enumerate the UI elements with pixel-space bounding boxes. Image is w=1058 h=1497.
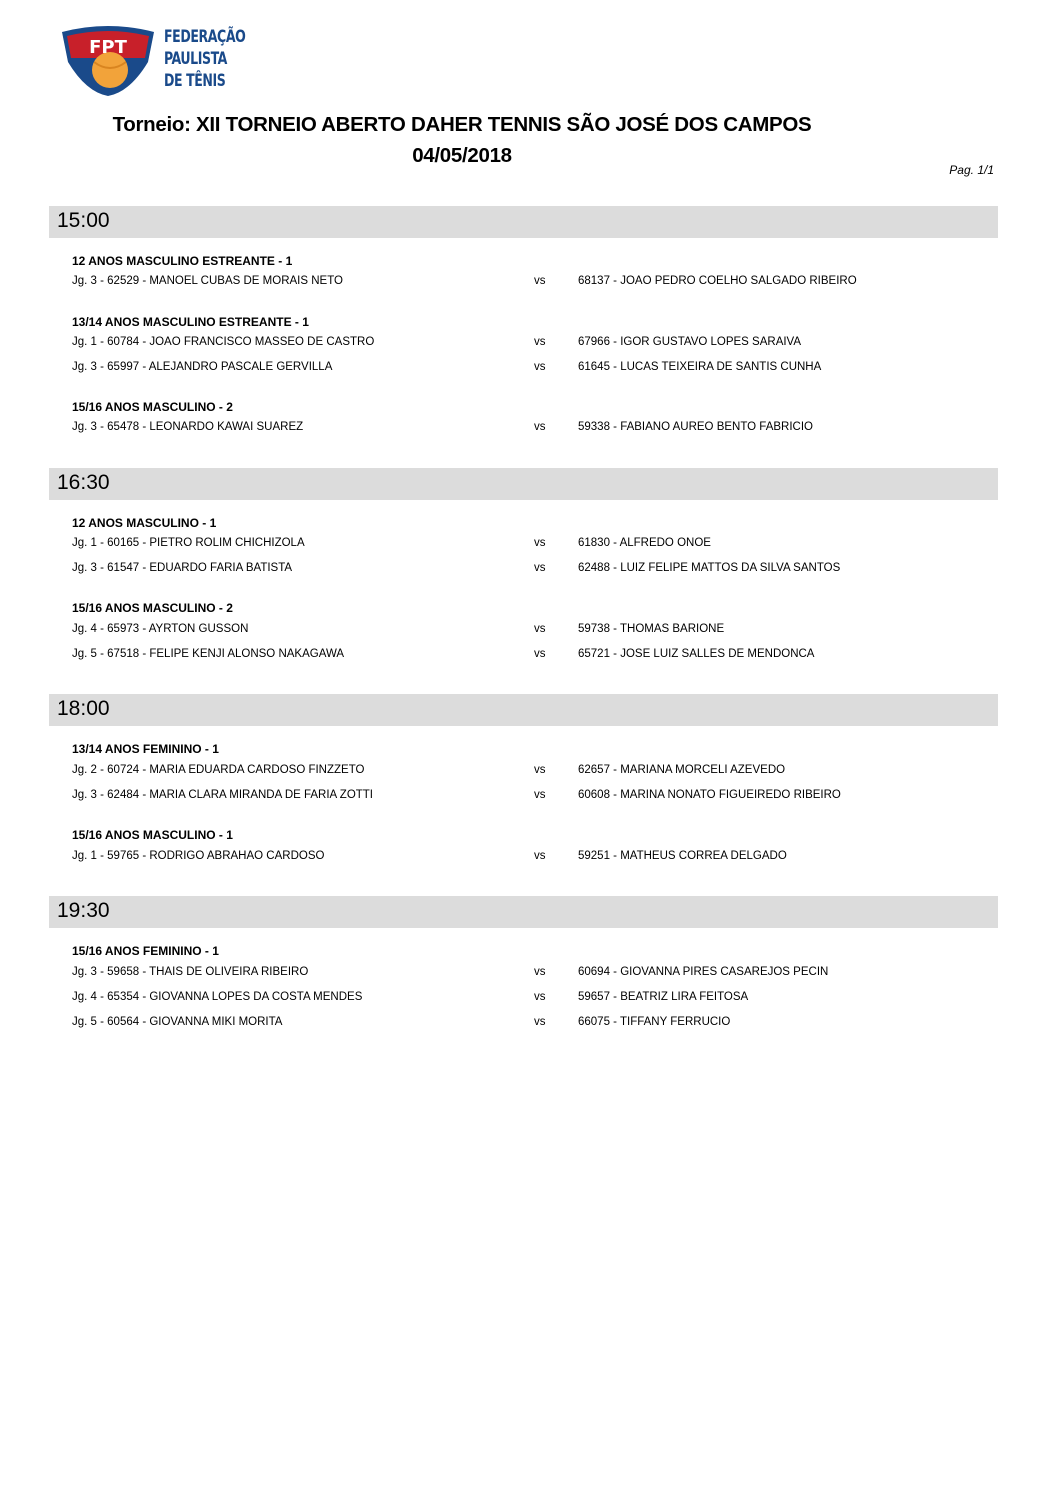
match-player-left: Jg. 1 - 59765 - RODRIGO ABRAHAO CARDOSO bbox=[72, 850, 325, 862]
logo-text bbox=[164, 26, 245, 92]
category-title: 15/16 ANOS FEMININO - 1 bbox=[72, 944, 219, 958]
category-title: 13/14 ANOS MASCULINO ESTREANTE - 1 bbox=[72, 315, 309, 329]
match-player-left: Jg. 4 - 65354 - GIOVANNA LOPES DA COSTA MENDES bbox=[72, 991, 363, 1003]
time-slot-label: 19:30 bbox=[57, 899, 110, 922]
fpt-shield-icon bbox=[58, 22, 158, 96]
match-player-right: 59251 - MATHEUS CORREA DELGADO bbox=[578, 850, 787, 862]
match-player-left: Jg. 3 - 61547 - EDUARDO FARIA BATISTA bbox=[72, 562, 293, 574]
match-player-right: 68137 - JOAO PEDRO COELHO SALGADO RIBEIRO bbox=[578, 275, 857, 287]
category-title: 15/16 ANOS MASCULINO - 2 bbox=[72, 400, 233, 414]
match-player-left: Jg. 1 - 60784 - JOAO FRANCISCO MASSEO DE CASTRO bbox=[72, 336, 375, 348]
category-title: 15/16 ANOS MASCULINO - 2 bbox=[72, 601, 233, 615]
fpt-logo bbox=[58, 22, 258, 96]
time-slot-bar bbox=[49, 694, 998, 726]
match-vs: vs bbox=[534, 648, 546, 660]
match-vs: vs bbox=[534, 421, 546, 433]
match-player-left: Jg. 3 - 62529 - MANOEL CUBAS DE MORAIS NETO bbox=[72, 275, 343, 287]
logo-line-2: PAULISTA bbox=[164, 49, 227, 69]
match-vs: vs bbox=[534, 562, 546, 574]
match-player-right: 60608 - MARINA NONATO FIGUEIREDO RIBEIRO bbox=[578, 789, 841, 801]
match-vs: vs bbox=[534, 1016, 546, 1028]
time-slot-bar bbox=[49, 206, 998, 238]
category-title: 12 ANOS MASCULINO - 1 bbox=[72, 516, 217, 530]
match-player-right: 59738 - THOMAS BARIONE bbox=[578, 623, 725, 635]
match-player-right: 59338 - FABIANO AUREO BENTO FABRICIO bbox=[578, 421, 813, 433]
category-title: 15/16 ANOS MASCULINO - 1 bbox=[72, 828, 233, 842]
match-player-right: 62488 - LUIZ FELIPE MATTOS DA SILVA SANTOS bbox=[578, 562, 841, 574]
match-player-right: 66075 - TIFFANY FERRUCIO bbox=[578, 1016, 731, 1028]
category-title: 12 ANOS MASCULINO ESTREANTE - 1 bbox=[72, 254, 293, 268]
match-vs: vs bbox=[534, 850, 546, 862]
logo-line-3: DE TÊNIS bbox=[164, 71, 226, 91]
match-player-right: 60694 - GIOVANNA PIRES CASAREJOS PECIN bbox=[578, 966, 829, 978]
match-player-left: Jg. 3 - 65478 - LEONARDO KAWAI SUAREZ bbox=[72, 421, 304, 433]
time-slot-label: 15:00 bbox=[57, 209, 110, 232]
match-player-left: Jg. 5 - 67518 - FELIPE KENJI ALONSO NAKAGAWA bbox=[72, 648, 345, 660]
match-vs: vs bbox=[534, 623, 546, 635]
page-number: Pag. 1/1 bbox=[949, 163, 994, 177]
match-vs: vs bbox=[534, 991, 546, 1003]
match-player-left: Jg. 5 - 60564 - GIOVANNA MIKI MORITA bbox=[72, 1016, 283, 1028]
match-vs: vs bbox=[534, 789, 546, 801]
time-slot-label: 16:30 bbox=[57, 471, 110, 494]
time-slot-bar bbox=[49, 468, 998, 500]
match-player-right: 59657 - BEATRIZ LIRA FEITOSA bbox=[578, 991, 749, 1003]
tournament-title: Torneio: XII TORNEIO ABERTO DAHER TENNIS SÃO JOSÉ DOS CAMPOS bbox=[112, 113, 812, 136]
match-player-right: 61830 - ALFREDO ONOE bbox=[578, 537, 711, 549]
match-player-left: Jg. 4 - 65973 - AYRTON GUSSON bbox=[72, 623, 249, 635]
tournament-date: 04/05/2018 bbox=[412, 144, 512, 167]
match-vs: vs bbox=[534, 764, 546, 776]
match-player-left: Jg. 3 - 62484 - MARIA CLARA MIRANDA DE FARIA ZOTTI bbox=[72, 789, 374, 801]
match-vs: vs bbox=[534, 966, 546, 978]
match-vs: vs bbox=[534, 361, 546, 373]
match-player-right: 65721 - JOSE LUIZ SALLES DE MENDONCA bbox=[578, 648, 815, 660]
match-player-left: Jg. 3 - 59658 - THAIS DE OLIVEIRA RIBEIRO bbox=[72, 966, 309, 978]
logo-line-1: FEDERAÇÃO bbox=[164, 27, 246, 47]
match-player-left: Jg. 2 - 60724 - MARIA EDUARDA CARDOSO FINZZETO bbox=[72, 764, 365, 776]
match-player-left: Jg. 3 - 65997 - ALEJANDRO PASCALE GERVILLA bbox=[72, 361, 333, 373]
match-player-left: Jg. 1 - 60165 - PIETRO ROLIM CHICHIZOLA bbox=[72, 537, 305, 549]
match-vs: vs bbox=[534, 537, 546, 549]
time-slot-label: 18:00 bbox=[57, 697, 110, 720]
match-player-right: 67966 - IGOR GUSTAVO LOPES SARAIVA bbox=[578, 336, 802, 348]
logo-mark: FPT bbox=[89, 37, 127, 58]
match-player-right: 62657 - MARIANA MORCELI AZEVEDO bbox=[578, 764, 786, 776]
match-vs: vs bbox=[534, 336, 546, 348]
match-player-right: 61645 - LUCAS TEIXEIRA DE SANTIS CUNHA bbox=[578, 361, 822, 373]
category-title: 13/14 ANOS FEMININO - 1 bbox=[72, 742, 219, 756]
match-vs: vs bbox=[534, 275, 546, 287]
time-slot-bar bbox=[49, 896, 998, 928]
